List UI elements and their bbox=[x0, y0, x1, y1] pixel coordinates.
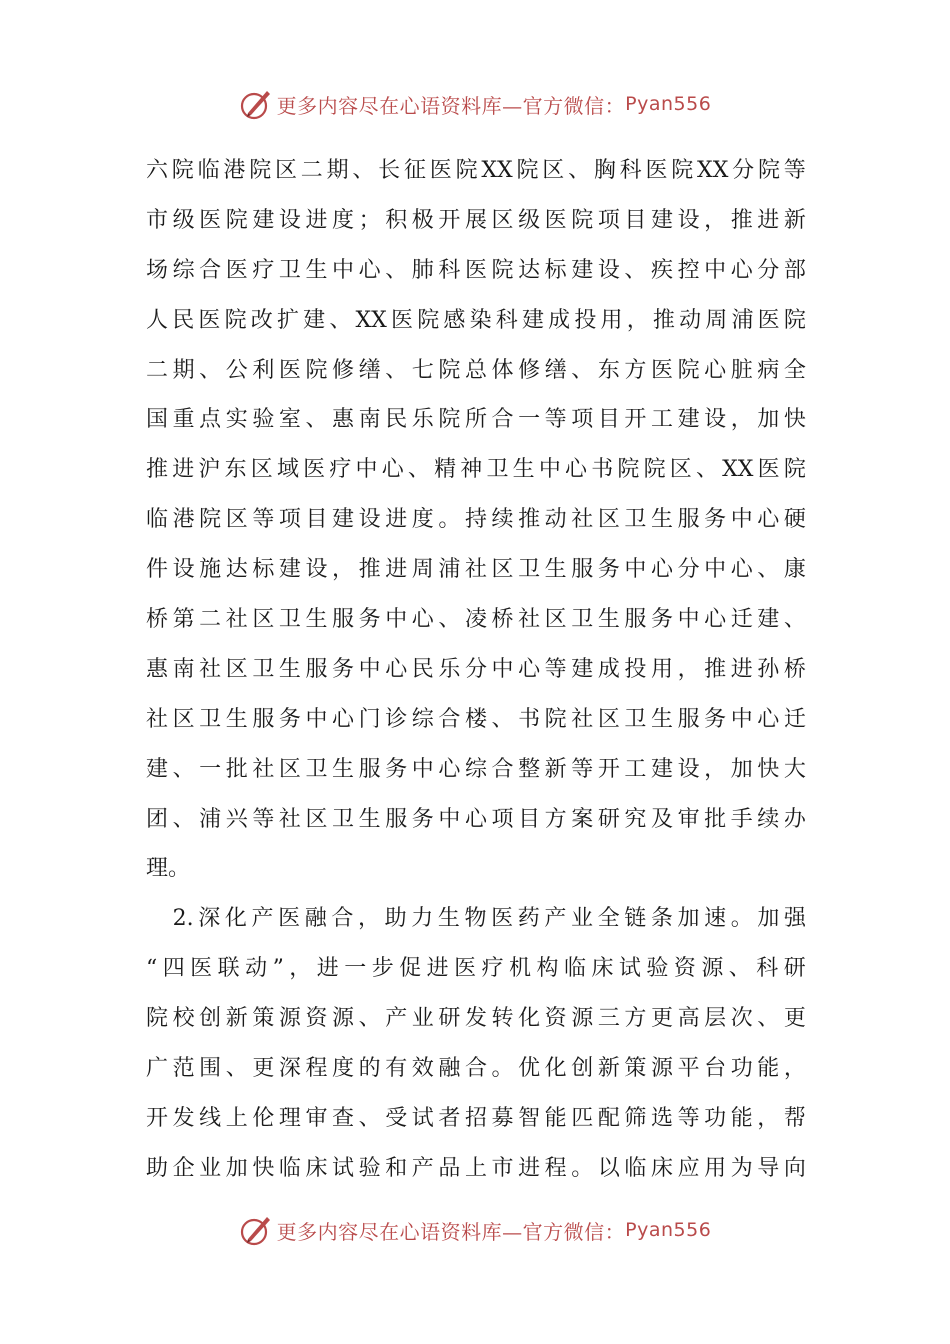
document-body bbox=[146, 146, 806, 1194]
text-line: 二 期 、 公 利 医 院 修 缮 、 七 院 总 体 修 缮 、 东 方 医 院 心 脏 病 全 bbox=[146, 357, 806, 383]
text-line: “ 四 医 联 动 ” ， 进 一 步 促 进 医 疗 机 构 临 床 试 验 资 源 、 科 研 bbox=[146, 956, 806, 982]
text-line: 理 。 bbox=[146, 856, 191, 882]
text-line: 广 范 围 、 更 深 程 度 的 有 效 融 合 。 优 化 创 新 策 源 平 台 功 能 ， bbox=[146, 1056, 806, 1082]
banner-text: 更多内容尽在心语资料库—官方微信： bbox=[276, 93, 626, 118]
text-line: 场 综 合 医 疗 卫 生 中 心 、 肺 科 医 院 达 标 建 设 、 疾 控 中 心 分 部 bbox=[146, 257, 806, 283]
text-line: 2. 深 化 产 医 融 合 ， 助 力 生 物 医 药 产 业 全 链 条 加 速 。 加 强 bbox=[172, 906, 806, 932]
text-line: 国 重 点 实 验 室 、 惠 南 民 乐 院 所 合 一 等 项 目 开 工 建 设 ， 加 快 bbox=[146, 407, 806, 433]
quill-pen-icon bbox=[239, 87, 273, 121]
footer-banner bbox=[0, 1210, 950, 1250]
text-line: 桥 第 二 社 区 卫 生 服 务 中 心 、 凌 桥 社 区 卫 生 服 务 中 心 迁 建 、 bbox=[146, 607, 806, 633]
text-line: 惠 南 社 区 卫 生 服 务 中 心 民 乐 分 中 心 等 建 成 投 用 ， 推 进 孙 桥 bbox=[146, 656, 806, 682]
wechat-handle: Pyan556 bbox=[625, 93, 712, 115]
text-line: 院 校 创 新 策 源 资 源 、 产 业 研 发 转 化 资 源 三 方 更 高 层 次 、 更 bbox=[146, 1006, 806, 1032]
text-line: 件 设 施 达 标 建 设 ， 推 进 周 浦 社 区 卫 生 服 务 中 心 分 中 心 、 康 bbox=[146, 557, 806, 583]
text-line: 助 企 业 加 快 临 床 试 验 和 产 品 上 市 进 程 。 以 临 床 应 用 为 导 向 bbox=[146, 1155, 806, 1181]
text-line: 社 区 卫 生 服 务 中 心 门 诊 综 合 楼 、 书 院 社 区 卫 生 服 务 中 心 迁 bbox=[146, 706, 806, 732]
text-line: 临 港 院 区 等 项 目 建 设 进 度 。 持 续 推 动 社 区 卫 生 服 务 中 心 硬 bbox=[146, 507, 806, 533]
text-line: 推 进 沪 东 区 域 医 疗 中 心 、 精 神 卫 生 中 心 书 院 院 区 、 XX 医 院 bbox=[146, 457, 806, 483]
banner-text: 更多内容尽在心语资料库—官方微信： bbox=[276, 1219, 626, 1244]
header-banner bbox=[0, 84, 950, 124]
text-line: 人 民 医 院 改 扩 建 、 XX 医 院 感 染 科 建 成 投 用 ， 推 动 周 浦 医 院 bbox=[146, 307, 806, 333]
text-line: 团 、 浦 兴 等 社 区 卫 生 服 务 中 心 项 目 方 案 研 究 及 审 批 手 续 办 bbox=[146, 806, 806, 832]
text-line: 市 级 医 院 建 设 进 度 ； 积 极 开 展 区 级 医 院 项 目 建 设 ， 推 进 新 bbox=[146, 207, 806, 233]
wechat-handle: Pyan556 bbox=[625, 1219, 712, 1241]
text-line: 六 院 临 港 院 区 二 期 、 长 征 医 院 XX 院 区 、 胸 科 医 院 XX 分 院 等 bbox=[146, 158, 806, 183]
quill-pen-icon bbox=[239, 1213, 273, 1247]
text-line: 建 、 一 批 社 区 卫 生 服 务 中 心 综 合 整 新 等 开 工 建 设 ， 加 快 大 bbox=[146, 756, 806, 782]
text-line: 开 发 线 上 伦 理 审 查 、 受 试 者 招 募 智 能 匹 配 筛 选 等 功 能 ， 帮 bbox=[146, 1105, 806, 1131]
